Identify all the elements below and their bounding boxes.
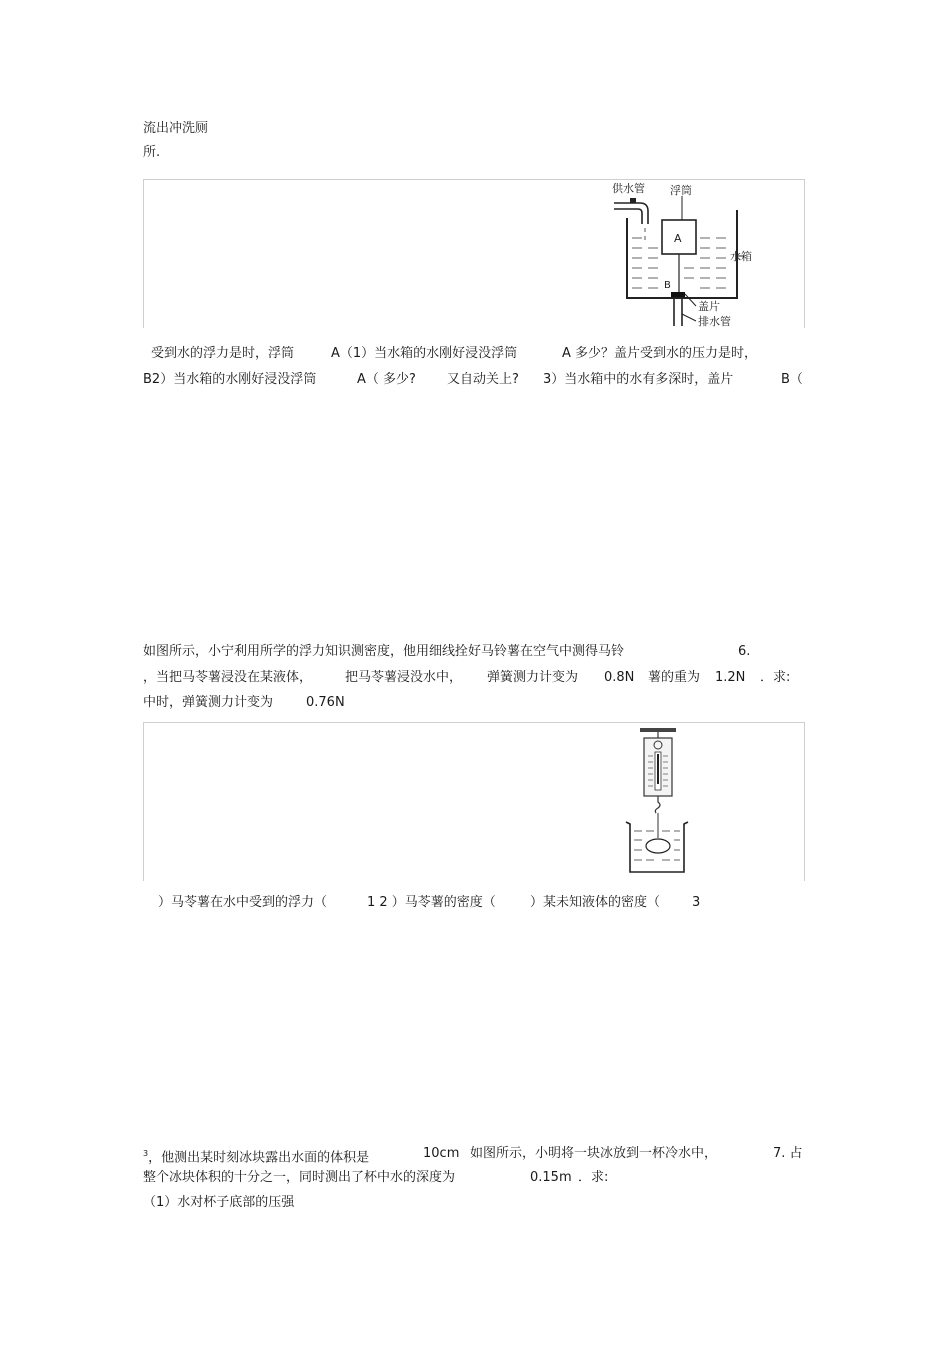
float-letter: A: [674, 232, 682, 245]
tank-label: 水箱: [730, 250, 752, 263]
q5-row1-b: A（1）当水箱的水刚好浸没浮筒: [331, 346, 518, 361]
q7-row1-c: 如图所示，小明将一块冰放到一杯冷水中，: [470, 1146, 718, 1161]
q5-row2-d: 3）当水箱中的水有多深时，盖片: [543, 372, 734, 387]
q6-row1-a: 如图所示，小宁利用所学的浮力知识测密度，他用细线拴好马铃薯在空气中测得马铃: [143, 644, 625, 659]
q5-row2-b: A（ 多少?: [357, 372, 416, 387]
q6-question-d: 3: [692, 895, 701, 910]
q6-question-a: ）马苓薯在水中受到的浮力（: [158, 895, 328, 910]
q5-row2-a: B2）当水箱的水刚好浸没浮筒: [143, 372, 317, 387]
q6-row2-d: 0.8N: [604, 670, 635, 685]
q6-row2-c: 弹簧测力计变为: [487, 670, 579, 685]
q6-row2-a: ，当把马苓薯浸没在某液体，: [143, 670, 313, 685]
q6-question-c: ）某未知液体的密度（: [530, 895, 661, 910]
q6-question-b: 1 2 ）马苓薯的密度（: [367, 895, 496, 910]
q7-row1-lead: [143, 1146, 369, 1166]
q5-intro-line2: 所.: [143, 145, 161, 160]
cover-label: 盖片: [698, 300, 720, 313]
q7-row2-a: 整个冰块体积的十分之一，同时测出了杯中水的深度为: [143, 1170, 456, 1185]
q5-row1-c: A 多少？盖片受到水的压力是时，: [562, 346, 758, 361]
q6-row3-a: 中时，弹簧测力计变为: [143, 695, 274, 710]
q7-row1-b: 10cm: [423, 1146, 460, 1161]
q5-row2-e: B（: [781, 372, 803, 387]
drain-pipe-label: 排水管: [698, 315, 731, 328]
q7-row2-c: ．求:: [578, 1170, 609, 1185]
q6-row3-b: 0.76N: [306, 695, 345, 710]
q6-row2-g: ．求:: [760, 670, 791, 685]
q6-row2-f: 1.2N: [715, 670, 746, 685]
q7-row1-sup: 3: [143, 1149, 149, 1158]
supply-pipe-label: 供水管: [612, 182, 645, 195]
q7-row1-d: 7. 占: [773, 1146, 803, 1161]
figure-box-spring-scale: [143, 722, 805, 881]
q5-intro-line1: 流出冲洗厕: [143, 121, 209, 136]
q7-row1-a: ，他测出某时刻冰块露出水面的体积是: [148, 1150, 370, 1166]
q7-row3: （1）水对杯子底部的压强: [143, 1195, 295, 1210]
q7-row2-b: 0.15m: [530, 1170, 572, 1185]
q6-row1-b: 6.: [738, 644, 751, 659]
q5-row1-a: 受到水的浮力是时，浮筒: [151, 346, 295, 361]
cover-letter: B: [664, 280, 671, 291]
q6-row2-b: 把马苓薯浸没水中，: [345, 670, 463, 685]
q5-row2-c: 又自动关上?: [447, 372, 519, 387]
float-label: 浮筒: [670, 184, 692, 197]
toilet-tank-diagram: [612, 180, 762, 332]
q6-row2-e: 薯的重为: [648, 670, 701, 685]
spring-scale-diagram: [618, 726, 698, 878]
